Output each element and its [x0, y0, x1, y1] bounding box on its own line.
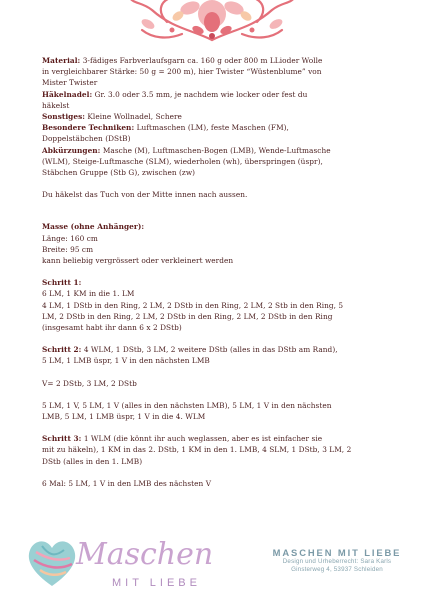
- step3-title: Schritt 3:: [42, 434, 82, 444]
- abbreviations-label: Abkürzungen:: [42, 145, 101, 155]
- abbreviations-text: Masche (M), Luftmaschen-Bogen (LMB), Wende-Luftmasche: [100, 145, 331, 155]
- techniques-line: [42, 122, 380, 133]
- brand-address: Ginsterweg 4, 53937 Schleiden: [291, 566, 383, 573]
- step2-title: Schritt 2:: [42, 345, 82, 355]
- maschen-mit-liebe-logo: [24, 528, 234, 594]
- v-definition: V= 2 DStb, 3 LM, 2 DStb: [42, 378, 137, 388]
- step1-line-3: LM, 2 DStb in den Ring, 2 LM, 2 DStb in den Ring, 2 LM, 2 DStb in den Ring: [42, 311, 333, 321]
- step3-line-3: DStb (alles in den 1. LMB): [42, 456, 143, 466]
- intro-text: Du häkelst das Tuch von der Mitte innen nach aussen.: [42, 190, 248, 200]
- step2-line-2: 5 LM, 1 LMB üspr, 1 V in den nächsten LMB: [42, 356, 210, 366]
- other-line: [42, 111, 380, 122]
- material-line-2: in vergleichbarer Stärke: 50 g = 200 m), hier Twister “Wüstenblume” von: [42, 67, 322, 77]
- techniques-text: Luftmaschen (LM), feste Maschen (FM),: [134, 123, 289, 133]
- techniques-line-2: Doppelstäbchen (DStB): [42, 134, 131, 144]
- measurement-length: Länge: 160 cm: [42, 233, 98, 243]
- step3-line-4: 6 Mal: 5 LM, 1 V in den LMB des nächsten V: [42, 478, 212, 488]
- logo-sub: MIT LIEBE: [112, 577, 201, 589]
- needle-line-2: häkelst: [42, 100, 70, 110]
- techniques-label: Besondere Techniken:: [42, 123, 135, 133]
- measurement-note: kann beliebig vergrössert oder verkleinert werden: [42, 256, 234, 266]
- step2-text: 4 WLM, 1 DStb, 3 LM, 2 weitere DStb (alles in das DStb am Rand),: [81, 345, 338, 355]
- abbreviations-line-2: (WLM), Steige-Luftmasche (SLM), wiederholen (wh), überspringen (üspr),: [42, 156, 323, 166]
- measurement-width: Breite: 95 cm: [42, 244, 94, 254]
- step1-line-4: (insgesamt habt ihr dann 6 x 2 DStb): [42, 323, 182, 333]
- yarn-heart-icon: [29, 541, 75, 586]
- material-label: Material:: [42, 56, 81, 65]
- step1-line-2: 4 LM, 1 DStb in den Ring, 2 LM, 2 DStb in den Ring, 2 LM, 2 Stb in den Ring, 5: [42, 300, 344, 310]
- brand-copyright: Design und Urheberrecht: Sara Karls: [282, 558, 392, 565]
- pattern-text: [42, 55, 380, 489]
- material-text: 3-fädiges Farbverlaufsgarn ca. 160 g oder 800 m LLioder Wolle: [80, 56, 323, 65]
- step1-title: Schritt 1:: [42, 278, 82, 288]
- logo-word: Maschen: [76, 537, 214, 572]
- measurements-title: Masse (ohne Anhänger):: [42, 222, 145, 232]
- needle-line: [42, 89, 380, 100]
- step3-line-1: [42, 433, 380, 444]
- step3-text: 1 WLM (die könnt ihr auch weglassen, aber es ist einfacher sie: [81, 434, 323, 444]
- step3-line-2: mit zu häkeln), 1 KM in das 2. DStb, 1 KM in den 1. LMB, 4 SLM, 1 DStb, 3 LM, 2: [42, 445, 352, 455]
- step2-line-1: [42, 344, 380, 355]
- step2-repeat-2: LMB, 5 LM, 1 LMB üspr, 1 V in die 4. WLM: [42, 412, 206, 422]
- abbreviations-line: [42, 145, 380, 156]
- brand-block: [262, 547, 412, 574]
- needle-label: Häkelnadel:: [42, 89, 93, 99]
- material-line: [42, 55, 380, 66]
- floral-ornament-icon: [112, 0, 312, 44]
- needle-text: Gr. 3.0 oder 3.5 mm, je nachdem wie locker oder fest du: [92, 89, 308, 99]
- material-line-3: Mister Twister: [42, 78, 98, 88]
- abbreviations-line-3: Stäbchen Gruppe (Stb G), zwischen (zw): [42, 168, 196, 178]
- other-label: Sonstiges:: [42, 112, 86, 122]
- brand-title: MASCHEN MIT LIEBE: [272, 547, 402, 558]
- other-text: Kleine Wollnadel, Schere: [85, 112, 182, 122]
- step1-line-1: 6 LM, 1 KM in die 1. LM: [42, 289, 135, 299]
- step2-repeat-1: 5 LM, 1 V, 5 LM, 1 V (alles in den nächsten LMB), 5 LM, 1 V in den nächsten: [42, 400, 332, 410]
